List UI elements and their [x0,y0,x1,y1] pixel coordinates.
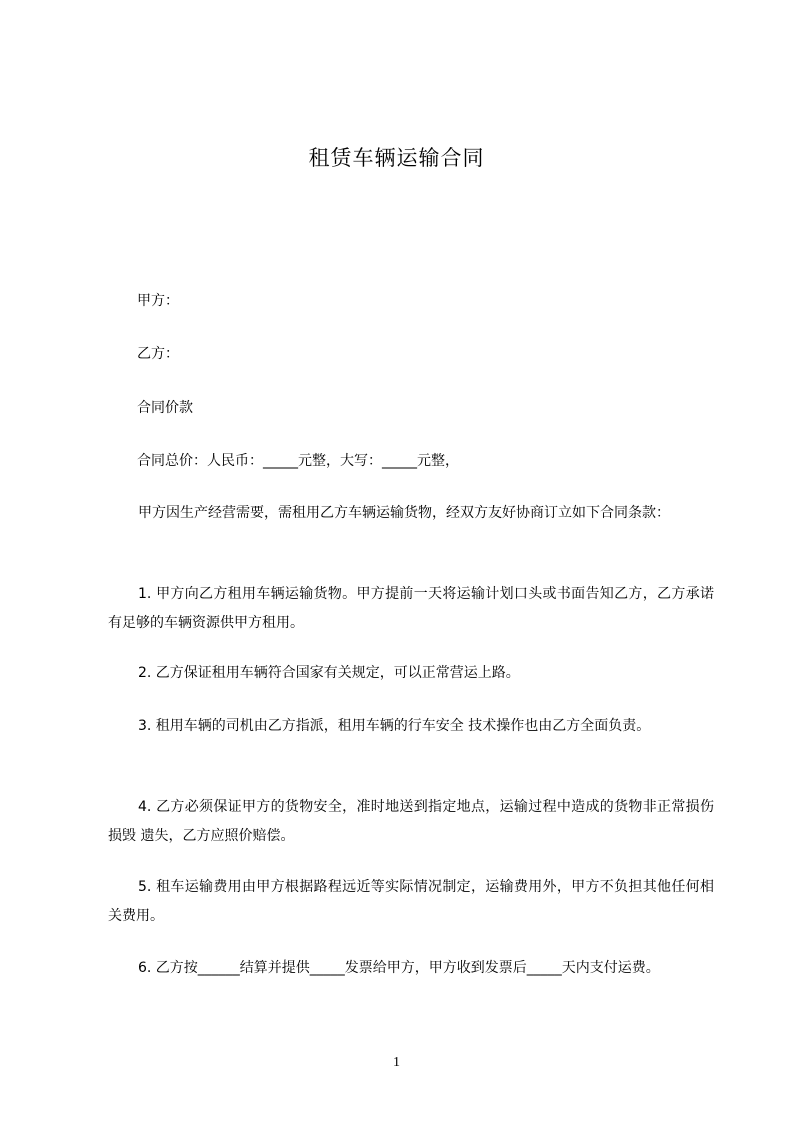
clause-3: 3. 租用车辆的司机由乙方指派，租用车辆的行车安全 技术操作也由乙方全面负责。 [138,718,651,734]
party-b-line: 乙方： [137,346,179,362]
page-number: 1 [393,1055,400,1070]
section-contract-price: 合同价款 [137,400,193,416]
document-title: 租赁车辆运输合同 [308,146,485,170]
clause-4: 4. 乙方必须保证甲方的货物安全，准时地送到指定地点，运输过程中造成的货物非正常损伤 损毁 遗失，乙方应照价赔偿。 [108,799,714,844]
total-price-line: 合同总价：人民币：_____元整，大写：_____元整， [137,453,459,469]
party-a-line: 甲方： [137,293,179,309]
clause-1: 1. 甲方向乙方租用车辆运输货物。甲方提前一天将运输计划口头或书面告知乙方，乙方承诺有足够的车辆资源供甲方租用。 [108,586,714,631]
intro-paragraph: 甲方因生产经营需要，需租用乙方车辆运输货物，经双方友好协商订立如下合同条款： [138,505,670,521]
clause-6: 6. 乙方按______结算并提供_____发票给甲方，甲方收到发票后_____天内支付运费。 [138,960,660,976]
clause-2: 2. 乙方保证租用车辆符合国家有关规定，可以正常营运上路。 [138,665,520,681]
clause-5: 5. 租车运输费用由甲方根据路程远近等实际情况制定，运输费用外，甲方不负担其他任何相关费用。 [108,879,714,924]
